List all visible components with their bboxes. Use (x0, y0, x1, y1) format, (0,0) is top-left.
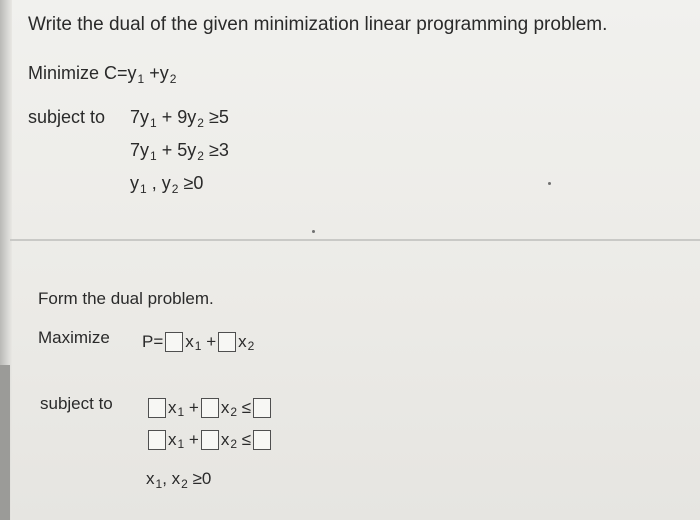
c2-rel: ≥ (208, 140, 219, 160)
nn-sep: , (151, 173, 157, 193)
r2-var1: x (168, 430, 177, 449)
dnn-rel: ≥ (192, 469, 202, 488)
nn-s1: 1 (140, 182, 147, 196)
objective-sub2: 2 (169, 72, 177, 86)
nn-s2: 2 (171, 182, 179, 196)
dnn-v2: x (171, 469, 181, 488)
constraint-2 (130, 140, 229, 161)
constraint1-rhs-input[interactable] (253, 398, 271, 418)
objective-var1: y (127, 63, 137, 83)
r1-var1: x (168, 398, 177, 417)
dual-lhs: P (142, 332, 154, 351)
equals-sign: = (117, 63, 128, 83)
r2-var2: x (220, 430, 230, 449)
c2-rhs: 3 (218, 140, 229, 160)
answer-heading: Form the dual problem. (38, 289, 214, 308)
objective-lhs: C (104, 63, 118, 83)
c1-rhs: 5 (218, 107, 229, 127)
objective-coef2-input[interactable] (218, 332, 236, 352)
stray-dot (312, 230, 315, 233)
nn-rel: ≥ (183, 173, 194, 193)
c1-sub2: 2 (197, 116, 204, 130)
nn-rhs: 0 (193, 173, 204, 193)
r2-sub1: 1 (177, 437, 185, 451)
c1-sub1: 1 (150, 116, 157, 130)
dual-nonnegativity (146, 469, 211, 489)
r1-plus: + (188, 398, 199, 417)
dnn-s2: 2 (181, 477, 188, 491)
section-divider (10, 239, 700, 241)
c2-coef2: 5y (177, 140, 197, 160)
subject-to-label: subject to (28, 107, 106, 127)
objective-minimize (28, 63, 176, 84)
dual-sub1: 1 (194, 339, 202, 353)
dnn-sep: , (162, 469, 167, 488)
nn-v1: y (130, 173, 139, 193)
question-title: Write the dual of the given minimization linear programming problem. (28, 14, 608, 35)
r2-sub2: 2 (230, 437, 238, 451)
constraint1-coef2-input[interactable] (201, 398, 219, 418)
r2-plus: + (188, 430, 199, 449)
r1-sub2: 2 (230, 405, 238, 419)
objective-coef1-input[interactable] (165, 332, 183, 352)
left-edge-strip (0, 0, 12, 520)
nonnegativity-constraint (130, 173, 203, 194)
dnn-rhs: 0 (201, 469, 212, 488)
constraint-1 (130, 107, 229, 128)
c1-plus: + (161, 107, 173, 127)
dual-plus: + (206, 332, 217, 351)
objective-sub1: 1 (137, 72, 145, 86)
objective-label: Minimize (28, 63, 100, 83)
objective-var2: y (159, 63, 169, 83)
c2-plus: + (161, 140, 173, 160)
nn-v2: y (161, 173, 171, 193)
dual-constraint-2 (146, 430, 273, 450)
dnn-s1: 1 (155, 477, 163, 491)
constraint2-rhs-input[interactable] (253, 430, 271, 450)
c2-sub1: 1 (150, 149, 157, 163)
c2-sub2: 2 (197, 149, 204, 163)
r1-sub1: 1 (177, 405, 185, 419)
r2-rel: ≤ (241, 430, 252, 449)
c1-coef2: 9y (177, 107, 197, 127)
left-edge-shadow (0, 365, 10, 520)
maximize-label: Maximize (38, 328, 110, 347)
dual-constraint-1 (146, 398, 273, 418)
c1-coef1: 7y (130, 107, 150, 127)
dual-eq: = (153, 332, 164, 351)
dual-objective (142, 332, 254, 352)
constraint2-coef2-input[interactable] (201, 430, 219, 450)
dual-var2: x (238, 332, 247, 351)
plus-sign: + (149, 63, 160, 83)
r1-var2: x (220, 398, 230, 417)
dual-sub2: 2 (247, 339, 255, 353)
c2-coef1: 7y (130, 140, 150, 160)
dual-var1: x (185, 332, 194, 351)
dual-subject-to-label: subject to (40, 394, 113, 413)
dnn-v1: x (146, 469, 155, 488)
constraint2-coef1-input[interactable] (148, 430, 166, 450)
stray-dot (548, 182, 551, 185)
r1-rel: ≤ (241, 398, 252, 417)
constraint1-coef1-input[interactable] (148, 398, 166, 418)
c1-rel: ≥ (208, 107, 219, 127)
